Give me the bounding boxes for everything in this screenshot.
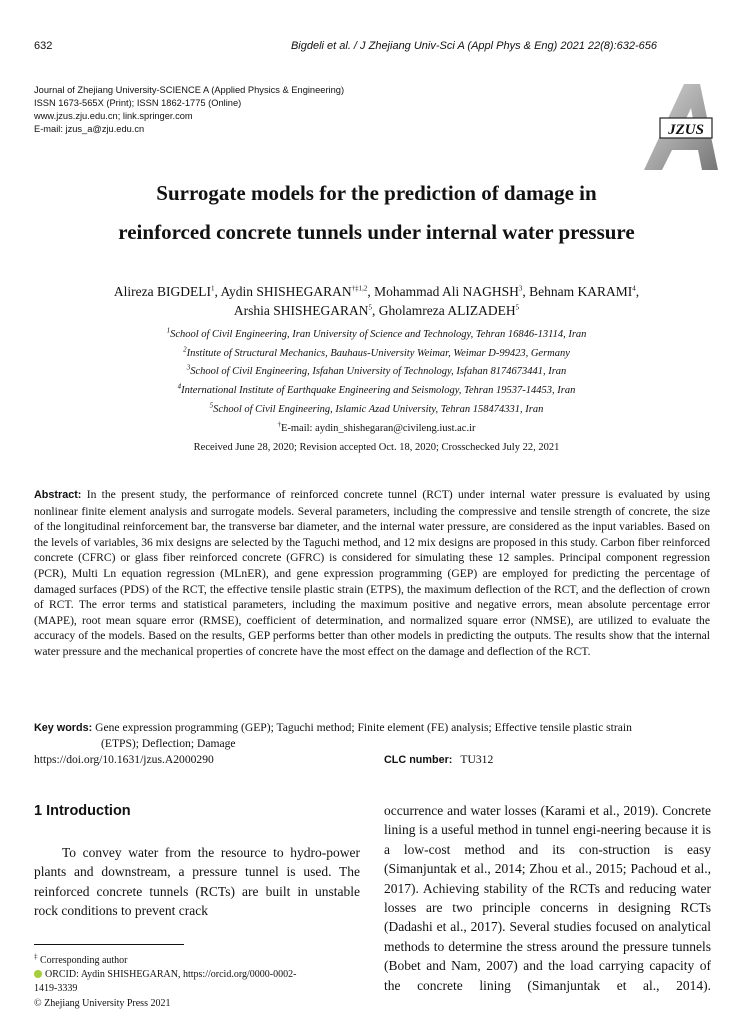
author: Behnam KARAMI bbox=[529, 284, 633, 299]
footnote-divider bbox=[34, 944, 184, 945]
journal-name: Journal of Zhejiang University-SCIENCE A (Applied Physics & Engineering) bbox=[34, 85, 345, 95]
intro-paragraph-right: occurrence and water losses (Karami et al., 2019). Concrete lining is a useful method in tunnel engi-neering because it is a low-cost method and its con-struction is easy (Simanjuntak et al., 2014; Zhou et al., 2015; Pachoud et al., 2017). Achieving stability of the RCTs and reducing water losses are two principle concerns in designing RCTs (Dadashi et al., 2017). Several studies focused on analytical methods to determine the stress around the pressure tunnels (Bobet and Nam, 2007) and the load carrying capacity of the concrete lining (Simanjuntak et al., 2014). bbox=[384, 803, 711, 993]
affiliation-1: $^1$School of Civil Engineering, Iran University of Science and Technology, Tehran 16846-13114, Iran bbox=[166, 326, 587, 340]
affiliation-4: $^4$International Institute of Earthquake Engineering and Seismology, Tehran 19537-14453, Iran bbox=[177, 382, 576, 396]
clc-value: TU312 bbox=[460, 753, 494, 766]
author: Arshia SHISHEGARAN bbox=[233, 303, 369, 318]
author-list-line-2: Arshia SHISHEGARAN$^5$, Gholamreza ALIZADEH$^5$ bbox=[233, 303, 520, 318]
running-head-citation: Bigdeli et al. / J Zhejiang Univ-Sci A (Appl Phys & Eng) 2021 22(8):632-656 bbox=[290, 40, 657, 52]
abstract bbox=[34, 487, 710, 660]
clc-label: CLC number: bbox=[384, 754, 453, 766]
logo-text: JZUS bbox=[668, 122, 704, 138]
author: Alireza BIGDELI bbox=[113, 284, 211, 299]
footnote-orcid[interactable]: ORCID: Aydin SHISHEGARAN, https://orcid.org/0000-0002- bbox=[34, 969, 296, 980]
abstract-text: In the present study, the performance of reinforced concrete tunnel (RCT) under internal water pressure is evaluated by using nonlinear finite element analysis and surrogate models. Several parameters, including the compressive and tensile strength of concrete, the size of the longitudinal reinforcement bar, the transverse bar diameter, and the internal water pressure, are considered as the input variables. Based on the levels of variables, 36 mix designs are selected by the Taguchi method, and 12 mix designs are proposed in this study. Carbon fiber reinforced concrete (CFRC) or glass fiber reinforced concrete (GFRC) is considered for simulating these 12 samples. Principal component regression (PCR), Multi Ln equation regression (MLnER), and gene expression programming (GEP) are employed for predicting the percentage of damaged surfaces (PDS) of the RCT, the effective tensile plastic strain (ETPS), the maximum deflection of the RCT, and the deflection of crown of RCT. The error terms and statistical parameters, including the maximum positive and negative errors, mean absolute percentage error (MAPE), root mean square error (RMSE), coefficient of determination, and normalized square error (NMSE), are utilized to evaluate the accuracy of the models. Based on the results, GEP performs better than other models in predicting the outputs. The results show that the internal water pressure and the mechanical properties of concrete have the most effect on the damage and deflection of the RCT. bbox=[34, 488, 711, 658]
corresponding-email[interactable]: †E-mail: aydin_shishegaran@civileng.iust.ac.ir bbox=[277, 420, 476, 434]
author: Mohammad Ali NAGHSH bbox=[374, 284, 519, 299]
keywords-line-2: (ETPS); Deflection; Damage bbox=[101, 737, 236, 750]
orcid-icon bbox=[34, 970, 42, 978]
clc-number bbox=[384, 753, 493, 766]
affiliation-2: $^2$Institute of Structural Mechanics, Bauhaus-University Weimar, Weimar D-99423, Germany bbox=[183, 345, 570, 359]
paper-title-line-2: reinforced concrete tunnels under internal water pressure bbox=[118, 220, 635, 244]
keywords-line-1: Gene expression programming (GEP); Taguchi method; Finite element (FE) analysis; Effective tensile plastic strain bbox=[95, 721, 632, 734]
received-dates: Received June 28, 2020; Revision accepted Oct. 18, 2020; Crosschecked July 22, 2021 bbox=[193, 442, 560, 453]
section-heading-introduction: 1 Introduction bbox=[34, 803, 131, 819]
paper-title-line-1: Surrogate models for the prediction of damage in bbox=[156, 181, 597, 205]
keywords-label: Key words: bbox=[34, 722, 93, 734]
doi-link[interactable]: https://doi.org/10.1631/jzus.A2000290 bbox=[34, 753, 214, 766]
page-number: 632 bbox=[34, 40, 53, 52]
jzus-logo bbox=[638, 82, 722, 172]
affiliation-5: $^5$School of Civil Engineering, Islamic Azad University, Tehran 158474331, Iran bbox=[209, 401, 544, 415]
journal-issn: ISSN 1673-565X (Print); ISSN 1862-1775 (Online) bbox=[34, 98, 242, 108]
author: Aydin SHISHEGARAN bbox=[220, 284, 352, 299]
abstract-label: Abstract: bbox=[34, 489, 82, 501]
footnote-copyright: © Zhejiang University Press 2021 bbox=[34, 998, 171, 1009]
author-list-line-1: Alireza BIGDELI$^1$, Aydin SHISHEGARAN$^{\dagger\ddagger 1,2}$, Mohammad Ali NAGHSH$^3$, Behnam KARAMI$^4$, bbox=[113, 284, 640, 299]
intro-paragraph-left: To convey water from the resource to hydro-power plants and downstream, a pressure tunnel is used. The reinforced concrete tunnels (RCTs) are built in unstable rock conditions to prevent crack bbox=[34, 845, 360, 919]
affiliation-3: $^3$School of Civil Engineering, Isfahan University of Technology, Isfahan 8174673441, Iran bbox=[186, 363, 567, 377]
journal-email[interactable]: E-mail: jzus_a@zju.edu.cn bbox=[34, 124, 145, 134]
keywords bbox=[34, 720, 710, 752]
journal-website[interactable]: www.jzus.zju.edu.cn; link.springer.com bbox=[34, 111, 193, 121]
footnote-orcid-cont: 1419-3339 bbox=[34, 983, 78, 994]
footnote-corresponding: ‡ Corresponding author bbox=[34, 952, 128, 966]
author: Gholamreza ALIZADEH bbox=[378, 303, 516, 318]
